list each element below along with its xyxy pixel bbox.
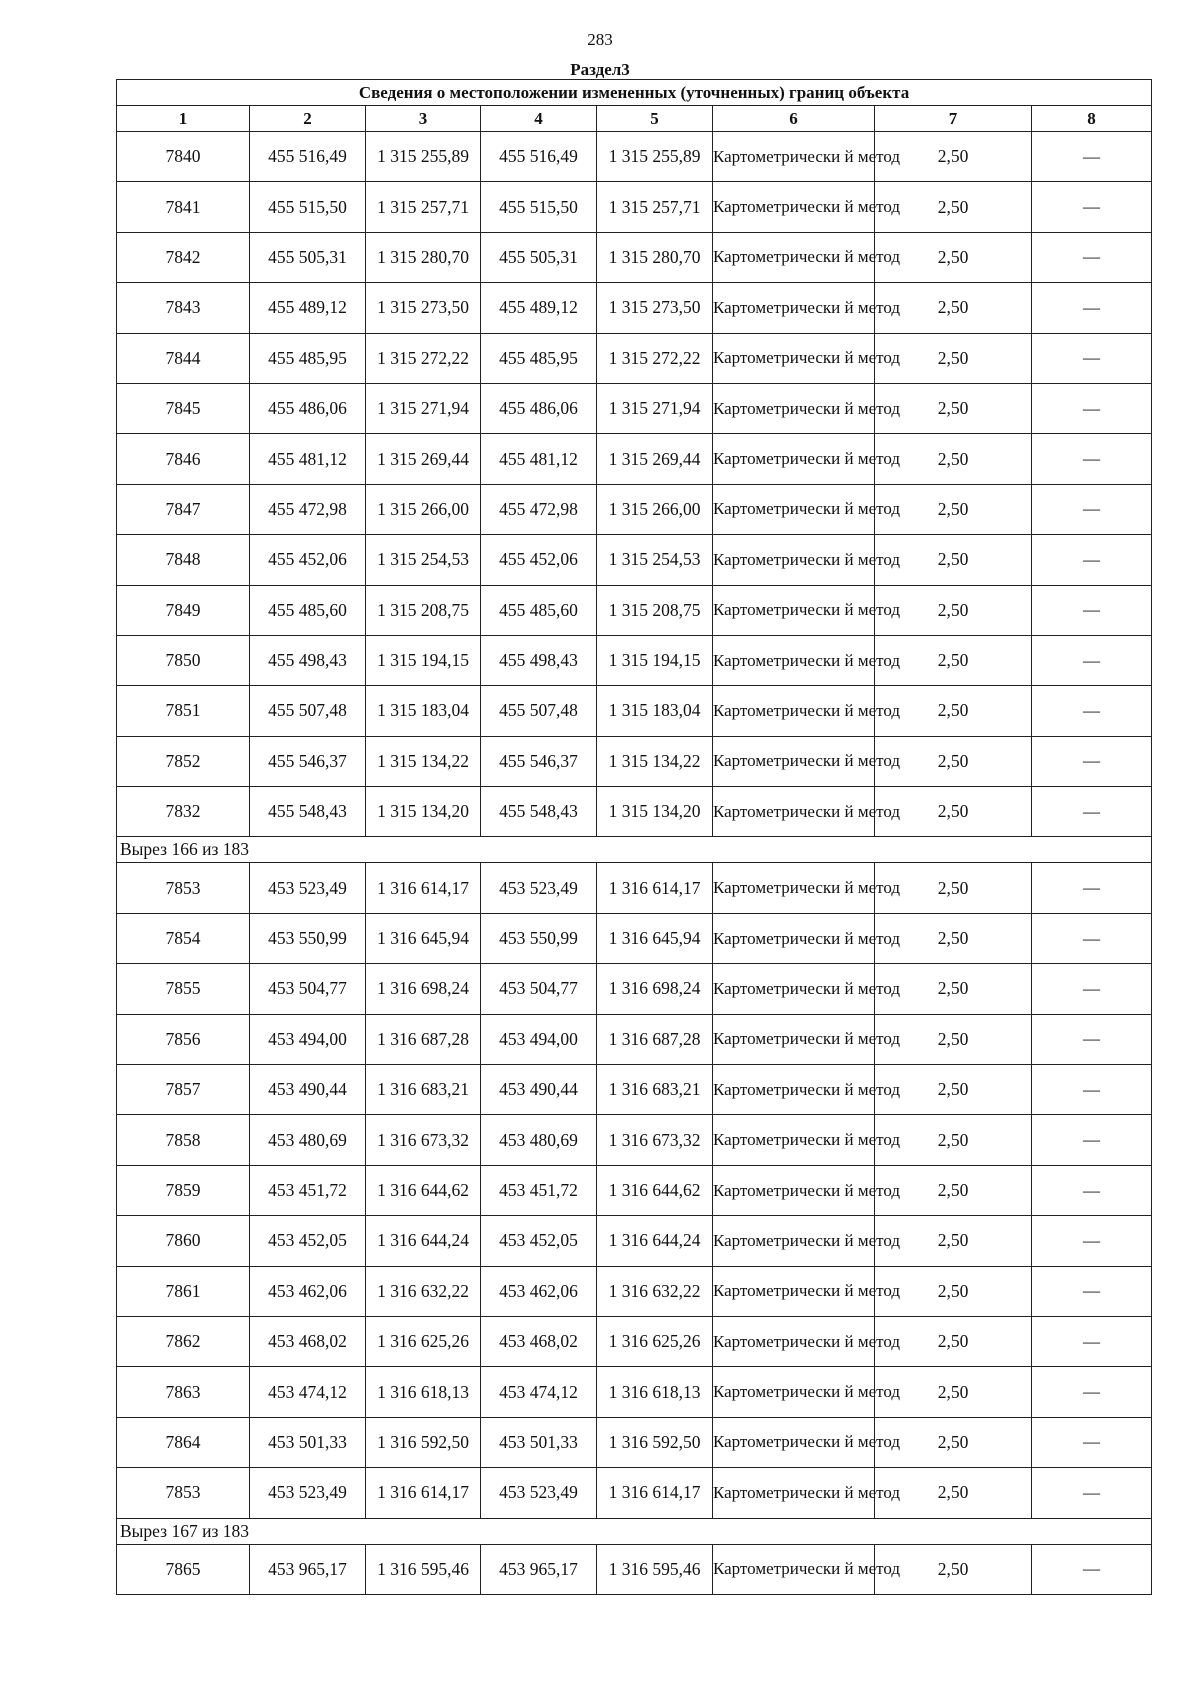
x-new-cell: 453 462,06	[481, 1266, 597, 1316]
y-old-cell: 1 315 269,44	[366, 434, 481, 484]
point-number-cell: 7848	[117, 535, 250, 585]
group-label-row	[117, 1518, 1152, 1544]
y-new-cell: 1 316 614,17	[597, 863, 713, 913]
table-row	[117, 736, 1152, 786]
x-new-cell: 453 451,72	[481, 1165, 597, 1215]
y-old-cell: 1 315 134,20	[366, 787, 481, 837]
x-new-cell: 455 515,50	[481, 182, 597, 232]
note-cell: —	[1032, 484, 1152, 534]
accuracy-cell: 2,50	[875, 182, 1032, 232]
accuracy-cell: 2,50	[875, 1115, 1032, 1165]
x-new-cell: 455 486,06	[481, 383, 597, 433]
note-cell: —	[1032, 1316, 1152, 1366]
method-cell: Картометрически й метод	[713, 787, 875, 837]
accuracy-cell: 2,50	[875, 434, 1032, 484]
point-number-cell: 7854	[117, 913, 250, 963]
point-number-cell: 7844	[117, 333, 250, 383]
method-cell: Картометрически й метод	[713, 383, 875, 433]
table-row	[117, 1544, 1152, 1594]
x-new-cell: 455 507,48	[481, 686, 597, 736]
point-number-cell: 7845	[117, 383, 250, 433]
x-old-cell: 453 501,33	[250, 1417, 366, 1467]
y-old-cell: 1 315 257,71	[366, 182, 481, 232]
y-new-cell: 1 315 280,70	[597, 232, 713, 282]
x-old-cell: 455 515,50	[250, 182, 366, 232]
accuracy-cell: 2,50	[875, 964, 1032, 1014]
x-new-cell: 455 546,37	[481, 736, 597, 786]
point-number-cell: 7859	[117, 1165, 250, 1215]
method-cell: Картометрически й метод	[713, 484, 875, 534]
note-cell: —	[1032, 585, 1152, 635]
y-new-cell: 1 315 208,75	[597, 585, 713, 635]
note-cell: —	[1032, 1065, 1152, 1115]
y-new-cell: 1 316 592,50	[597, 1417, 713, 1467]
table-row	[117, 484, 1152, 534]
note-cell: —	[1032, 635, 1152, 685]
table-row	[117, 1065, 1152, 1115]
section-title: Раздел3	[570, 60, 630, 79]
y-new-cell: 1 316 618,13	[597, 1367, 713, 1417]
y-new-cell: 1 316 644,62	[597, 1165, 713, 1215]
accuracy-cell: 2,50	[875, 484, 1032, 534]
column-header: 2	[250, 106, 366, 132]
note-cell: —	[1032, 1468, 1152, 1518]
y-old-cell: 1 315 280,70	[366, 232, 481, 282]
column-header: 8	[1032, 106, 1152, 132]
y-old-cell: 1 316 644,24	[366, 1216, 481, 1266]
method-cell: Картометрически й метод	[713, 1115, 875, 1165]
x-old-cell: 453 452,05	[250, 1216, 366, 1266]
point-number-cell: 7856	[117, 1014, 250, 1064]
note-cell: —	[1032, 232, 1152, 282]
point-number-cell: 7855	[117, 964, 250, 1014]
y-new-cell: 1 315 183,04	[597, 686, 713, 736]
y-new-cell: 1 316 673,32	[597, 1115, 713, 1165]
accuracy-cell: 2,50	[875, 132, 1032, 182]
point-number-cell: 7853	[117, 1468, 250, 1518]
x-old-cell: 455 498,43	[250, 635, 366, 685]
x-old-cell: 455 548,43	[250, 787, 366, 837]
method-cell: Картометрически й метод	[713, 1417, 875, 1467]
y-new-cell: 1 315 273,50	[597, 283, 713, 333]
y-new-cell: 1 316 625,26	[597, 1316, 713, 1366]
table-row	[117, 964, 1152, 1014]
accuracy-cell: 2,50	[875, 283, 1032, 333]
note-cell: —	[1032, 535, 1152, 585]
table-row	[117, 635, 1152, 685]
y-old-cell: 1 315 266,00	[366, 484, 481, 534]
method-cell: Картометрически й метод	[713, 863, 875, 913]
x-old-cell: 455 452,06	[250, 535, 366, 585]
method-cell: Картометрически й метод	[713, 1216, 875, 1266]
x-old-cell: 455 516,49	[250, 132, 366, 182]
y-old-cell: 1 316 618,13	[366, 1367, 481, 1417]
x-new-cell: 453 474,12	[481, 1367, 597, 1417]
y-old-cell: 1 315 254,53	[366, 535, 481, 585]
y-old-cell: 1 316 673,32	[366, 1115, 481, 1165]
y-new-cell: 1 315 271,94	[597, 383, 713, 433]
method-cell: Картометрически й метод	[713, 333, 875, 383]
table-row	[117, 1014, 1152, 1064]
accuracy-cell: 2,50	[875, 635, 1032, 685]
column-header: 5	[597, 106, 713, 132]
accuracy-cell: 2,50	[875, 1316, 1032, 1366]
y-old-cell: 1 316 625,26	[366, 1316, 481, 1366]
y-old-cell: 1 316 645,94	[366, 913, 481, 963]
y-old-cell: 1 315 273,50	[366, 283, 481, 333]
note-cell: —	[1032, 1014, 1152, 1064]
method-cell: Картометрически й метод	[713, 964, 875, 1014]
point-number-cell: 7847	[117, 484, 250, 534]
table-row	[117, 1417, 1152, 1467]
x-new-cell: 453 523,49	[481, 863, 597, 913]
note-cell: —	[1032, 913, 1152, 963]
group-label-row	[117, 837, 1152, 863]
table-row	[117, 863, 1152, 913]
accuracy-cell: 2,50	[875, 686, 1032, 736]
point-number-cell: 7864	[117, 1417, 250, 1467]
coordinates-table	[116, 79, 1152, 1595]
table-row	[117, 535, 1152, 585]
note-cell: —	[1032, 1115, 1152, 1165]
method-cell: Картометрически й метод	[713, 1266, 875, 1316]
method-cell: Картометрически й метод	[713, 232, 875, 282]
point-number-cell: 7852	[117, 736, 250, 786]
y-old-cell: 1 315 255,89	[366, 132, 481, 182]
point-number-cell: 7851	[117, 686, 250, 736]
table-row	[117, 1367, 1152, 1417]
table-row	[117, 383, 1152, 433]
note-cell: —	[1032, 132, 1152, 182]
table-caption: Сведения о местоположении измененных (уточненных) границ объекта	[117, 80, 1152, 106]
column-header: 1	[117, 106, 250, 132]
x-new-cell: 455 485,60	[481, 585, 597, 635]
y-new-cell: 1 315 134,22	[597, 736, 713, 786]
accuracy-cell: 2,50	[875, 1266, 1032, 1316]
note-cell: —	[1032, 1266, 1152, 1316]
y-new-cell: 1 316 683,21	[597, 1065, 713, 1115]
x-old-cell: 455 485,95	[250, 333, 366, 383]
method-cell: Картометрически й метод	[713, 1014, 875, 1064]
point-number-cell: 7857	[117, 1065, 250, 1115]
y-new-cell: 1 316 632,22	[597, 1266, 713, 1316]
y-old-cell: 1 315 271,94	[366, 383, 481, 433]
note-cell: —	[1032, 863, 1152, 913]
accuracy-cell: 2,50	[875, 1367, 1032, 1417]
accuracy-cell: 2,50	[875, 1014, 1032, 1064]
x-old-cell: 453 490,44	[250, 1065, 366, 1115]
accuracy-cell: 2,50	[875, 585, 1032, 635]
x-new-cell: 455 472,98	[481, 484, 597, 534]
x-old-cell: 455 472,98	[250, 484, 366, 534]
x-old-cell: 453 451,72	[250, 1165, 366, 1215]
x-new-cell: 453 550,99	[481, 913, 597, 963]
method-cell: Картометрически й метод	[713, 182, 875, 232]
table-row	[117, 232, 1152, 282]
accuracy-cell: 2,50	[875, 1065, 1032, 1115]
note-cell: —	[1032, 182, 1152, 232]
x-old-cell: 453 468,02	[250, 1316, 366, 1366]
y-old-cell: 1 315 194,15	[366, 635, 481, 685]
note-cell: —	[1032, 434, 1152, 484]
note-cell: —	[1032, 1417, 1152, 1467]
x-new-cell: 455 489,12	[481, 283, 597, 333]
x-new-cell: 453 523,49	[481, 1468, 597, 1518]
x-new-cell: 455 498,43	[481, 635, 597, 685]
x-old-cell: 455 505,31	[250, 232, 366, 282]
y-old-cell: 1 316 632,22	[366, 1266, 481, 1316]
x-old-cell: 455 486,06	[250, 383, 366, 433]
y-old-cell: 1 316 614,17	[366, 1468, 481, 1518]
y-old-cell: 1 316 614,17	[366, 863, 481, 913]
column-header: 4	[481, 106, 597, 132]
column-header: 7	[875, 106, 1032, 132]
x-new-cell: 453 468,02	[481, 1316, 597, 1366]
y-new-cell: 1 316 644,24	[597, 1216, 713, 1266]
y-new-cell: 1 316 595,46	[597, 1544, 713, 1594]
x-new-cell: 453 504,77	[481, 964, 597, 1014]
accuracy-cell: 2,50	[875, 1216, 1032, 1266]
y-new-cell: 1 316 687,28	[597, 1014, 713, 1064]
x-new-cell: 455 548,43	[481, 787, 597, 837]
table-row	[117, 787, 1152, 837]
method-cell: Картометрически й метод	[713, 635, 875, 685]
point-number-cell: 7849	[117, 585, 250, 635]
note-cell: —	[1032, 736, 1152, 786]
point-number-cell: 7842	[117, 232, 250, 282]
group-label: Вырез 166 из 183	[117, 837, 1152, 863]
y-new-cell: 1 315 257,71	[597, 182, 713, 232]
x-old-cell: 453 550,99	[250, 913, 366, 963]
method-cell: Картометрически й метод	[713, 1367, 875, 1417]
y-old-cell: 1 315 183,04	[366, 686, 481, 736]
column-header-row	[117, 106, 1152, 132]
table-row	[117, 434, 1152, 484]
note-cell: —	[1032, 787, 1152, 837]
table-caption-row	[117, 80, 1152, 106]
method-cell: Картометрически й метод	[713, 913, 875, 963]
note-cell: —	[1032, 964, 1152, 1014]
method-cell: Картометрически й метод	[713, 1468, 875, 1518]
accuracy-cell: 2,50	[875, 333, 1032, 383]
method-cell: Картометрически й метод	[713, 686, 875, 736]
table-row	[117, 585, 1152, 635]
point-number-cell: 7846	[117, 434, 250, 484]
y-old-cell: 1 315 272,22	[366, 333, 481, 383]
table-row	[117, 182, 1152, 232]
note-cell: —	[1032, 686, 1152, 736]
note-cell: —	[1032, 1216, 1152, 1266]
x-old-cell: 453 494,00	[250, 1014, 366, 1064]
x-old-cell: 453 965,17	[250, 1544, 366, 1594]
table-row	[117, 1216, 1152, 1266]
method-cell: Картометрически й метод	[713, 283, 875, 333]
accuracy-cell: 2,50	[875, 736, 1032, 786]
method-cell: Картометрически й метод	[713, 1165, 875, 1215]
accuracy-cell: 2,50	[875, 913, 1032, 963]
y-new-cell: 1 316 698,24	[597, 964, 713, 1014]
point-number-cell: 7843	[117, 283, 250, 333]
method-cell: Картометрически й метод	[713, 1316, 875, 1366]
x-old-cell: 455 489,12	[250, 283, 366, 333]
x-old-cell: 453 523,49	[250, 1468, 366, 1518]
point-number-cell: 7853	[117, 863, 250, 913]
note-cell: —	[1032, 383, 1152, 433]
point-number-cell: 7858	[117, 1115, 250, 1165]
table-row	[117, 1115, 1152, 1165]
note-cell: —	[1032, 283, 1152, 333]
x-old-cell: 453 523,49	[250, 863, 366, 913]
column-header: 3	[366, 106, 481, 132]
accuracy-cell: 2,50	[875, 787, 1032, 837]
y-old-cell: 1 316 687,28	[366, 1014, 481, 1064]
x-new-cell: 455 485,95	[481, 333, 597, 383]
y-old-cell: 1 316 595,46	[366, 1544, 481, 1594]
method-cell: Картометрически й метод	[713, 1065, 875, 1115]
y-old-cell: 1 315 208,75	[366, 585, 481, 635]
y-old-cell: 1 316 698,24	[366, 964, 481, 1014]
x-new-cell: 453 480,69	[481, 1115, 597, 1165]
x-new-cell: 453 494,00	[481, 1014, 597, 1064]
note-cell: —	[1032, 333, 1152, 383]
accuracy-cell: 2,50	[875, 383, 1032, 433]
point-number-cell: 7840	[117, 132, 250, 182]
table-body	[117, 132, 1152, 1595]
point-number-cell: 7860	[117, 1216, 250, 1266]
accuracy-cell: 2,50	[875, 535, 1032, 585]
x-new-cell: 455 452,06	[481, 535, 597, 585]
table-row	[117, 132, 1152, 182]
y-new-cell: 1 315 266,00	[597, 484, 713, 534]
x-new-cell: 453 490,44	[481, 1065, 597, 1115]
y-new-cell: 1 315 255,89	[597, 132, 713, 182]
x-old-cell: 455 507,48	[250, 686, 366, 736]
x-old-cell: 453 480,69	[250, 1115, 366, 1165]
x-new-cell: 453 452,05	[481, 1216, 597, 1266]
accuracy-cell: 2,50	[875, 1544, 1032, 1594]
y-new-cell: 1 315 269,44	[597, 434, 713, 484]
y-new-cell: 1 316 614,17	[597, 1468, 713, 1518]
table-row	[117, 1165, 1152, 1215]
table-row	[117, 283, 1152, 333]
method-cell: Картометрически й метод	[713, 585, 875, 635]
method-cell: Картометрически й метод	[713, 1544, 875, 1594]
y-new-cell: 1 315 194,15	[597, 635, 713, 685]
x-old-cell: 455 546,37	[250, 736, 366, 786]
y-new-cell: 1 315 254,53	[597, 535, 713, 585]
x-old-cell: 453 462,06	[250, 1266, 366, 1316]
y-old-cell: 1 316 592,50	[366, 1417, 481, 1467]
table-row	[117, 1266, 1152, 1316]
y-old-cell: 1 315 134,22	[366, 736, 481, 786]
x-old-cell: 453 474,12	[250, 1367, 366, 1417]
accuracy-cell: 2,50	[875, 1468, 1032, 1518]
accuracy-cell: 2,50	[875, 1417, 1032, 1467]
y-new-cell: 1 315 134,20	[597, 787, 713, 837]
table-row	[117, 333, 1152, 383]
accuracy-cell: 2,50	[875, 863, 1032, 913]
x-new-cell: 453 965,17	[481, 1544, 597, 1594]
y-old-cell: 1 316 683,21	[366, 1065, 481, 1115]
table-row	[117, 913, 1152, 963]
x-old-cell: 455 481,12	[250, 434, 366, 484]
point-number-cell: 7841	[117, 182, 250, 232]
x-new-cell: 455 481,12	[481, 434, 597, 484]
x-old-cell: 455 485,60	[250, 585, 366, 635]
x-new-cell: 453 501,33	[481, 1417, 597, 1467]
x-old-cell: 453 504,77	[250, 964, 366, 1014]
point-number-cell: 7861	[117, 1266, 250, 1316]
page-number: 283	[587, 30, 613, 49]
note-cell: —	[1032, 1165, 1152, 1215]
method-cell: Картометрически й метод	[713, 535, 875, 585]
y-new-cell: 1 315 272,22	[597, 333, 713, 383]
method-cell: Картометрически й метод	[713, 132, 875, 182]
point-number-cell: 7832	[117, 787, 250, 837]
x-new-cell: 455 505,31	[481, 232, 597, 282]
table-row	[117, 686, 1152, 736]
point-number-cell: 7863	[117, 1367, 250, 1417]
note-cell: —	[1032, 1367, 1152, 1417]
method-cell: Картометрически й метод	[713, 736, 875, 786]
x-new-cell: 455 516,49	[481, 132, 597, 182]
point-number-cell: 7865	[117, 1544, 250, 1594]
point-number-cell: 7862	[117, 1316, 250, 1366]
note-cell: —	[1032, 1544, 1152, 1594]
column-header: 6	[713, 106, 875, 132]
table-row	[117, 1468, 1152, 1518]
table-row	[117, 1316, 1152, 1366]
y-new-cell: 1 316 645,94	[597, 913, 713, 963]
accuracy-cell: 2,50	[875, 232, 1032, 282]
method-cell: Картометрически й метод	[713, 434, 875, 484]
y-old-cell: 1 316 644,62	[366, 1165, 481, 1215]
point-number-cell: 7850	[117, 635, 250, 685]
group-label: Вырез 167 из 183	[117, 1518, 1152, 1544]
accuracy-cell: 2,50	[875, 1165, 1032, 1215]
